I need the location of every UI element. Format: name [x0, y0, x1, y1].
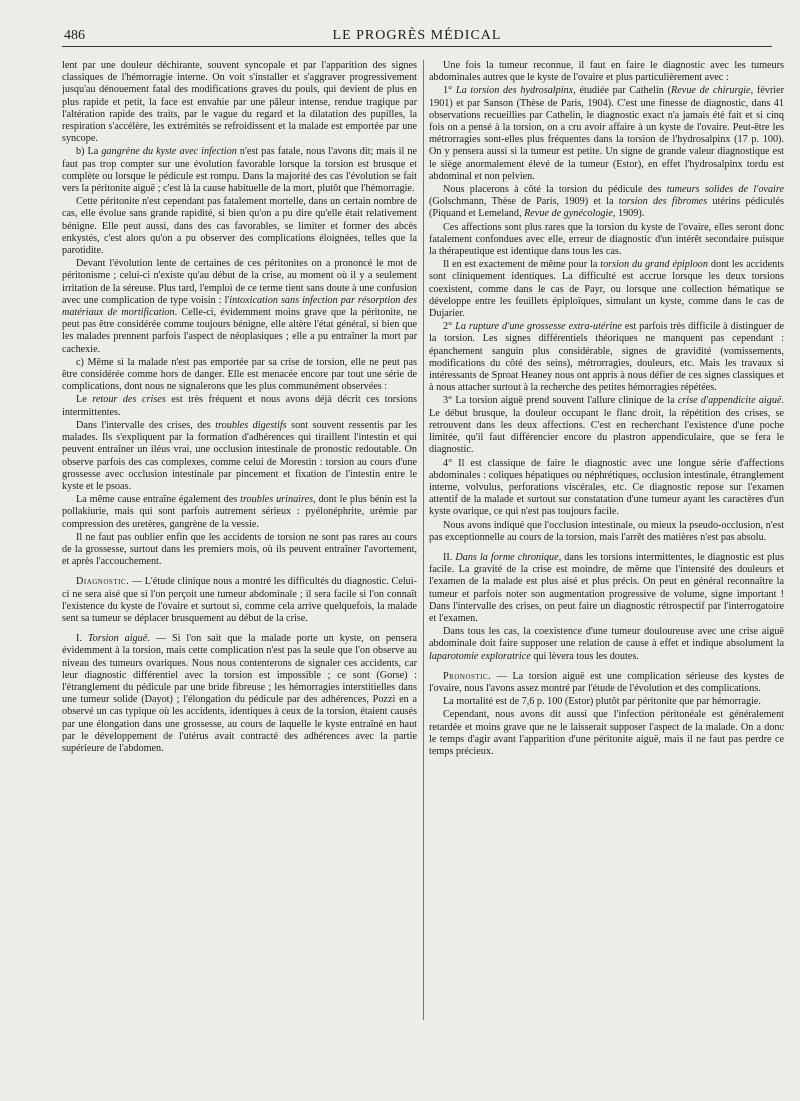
italic-term: Dans la forme chronique [455, 551, 559, 563]
page-number: 486 [64, 28, 85, 43]
paragraph: 4° Il est classique de faire le diagnostic avec une longue série d'affections abdominales : coliques hépatiques ou néphrétiques, occlusion intestinale, étranglement interne, volvulus, perforations viscérales, etc. Ce diagnostic repose sur l'examen attentif de la malade et surtout sur constatation d'une tumeur ayant les caractères d'un kyste ovarique, ce qui n'est pas toujours facile. [429, 457, 784, 518]
paragraph: lent par une douleur déchirante, souvent syncopale et par l'apparition des signes classiques de l'hémorragie interne. On voit s'installer et s'aggraver progressivement jusqu'au dénouement fatal des modifications graves du pouls, qui devient de plus en plus rapide et petit, la face est envahie par une pâleur intense, rendue tragique par l'altération rapide des traits, par le vague du regard et la dilatation des pupilles, la respiration s'accélère, les extrémités se refroidissent et la malade est emportée par une syncope. [62, 60, 417, 145]
section-diagnostic: Diagnostic. — L'étude clinique nous a montré les difficultés du diagnostic. Celui-ci ne sera aisé que si l'on perçoit une tumeur abdominale ; il sera facile si l'on connaît l'existence du kyste de l'ovaire et surtout si, comme cela arrive quelquefois, la malade sent sa tumeur se déplacer brusquement au début de la crise. [62, 576, 417, 624]
paragraph: 1° La torsion des hydrosalpinx, étudiée par Cathelin (Revue de chirurgie, février 1901) et par Sanson (Thèse de Paris, 1904). C'est une finesse de diagnostic, dans 41 observations recueillies par Cathelin, le diagnostic exact n'a jamais été fait et si cinq fois on a pensé à la torsion, on a cru avoir affaire à un kyste de l'ovaire. Peut-être les métrorragies sont-elles plus fréquentes dans la torsion de l'hydrosalpinx (17 p. 100). On y pensera aussi si la tumeur est petite. Un signe de grande valeur diagnostique est le siège anormalement élevé de la tumeur (Estor), en effet l'hydrosalpinx tordu est abdominal et non pelvien. [429, 85, 784, 182]
journal-citation: Revue de chirurgie [671, 85, 751, 97]
text-columns [62, 60, 784, 1080]
italic-term: gangrène du kyste avec infection [101, 146, 237, 158]
paragraph: Devant l'évolution lente de certaines de ces péritonites on a prononcé le mot de péritonisme ; celui-ci n'existe qu'au début de la crise, au moment où il y a seulement irritation de la séreuse. Plus tard, l'emploi de ce terme tient sans doute à une confusion avec une complication de type voisin : l'intoxication sans infection par résorption des matériaux de mortification. Celle-ci, évidemment moins grave que la péritonite, ne peut pas être considérée comme toujours bénigne, elle altère l'état général, si bien que les malades prennent parfois l'aspect de néoplasiques ; elle a pu entraîner la mort par cachexie. [62, 258, 417, 355]
paragraph: Nous avons indiqué que l'occlusion intestinale, ou mieux la pseudo-occlusion, n'est pas exceptionnelle au cours de la torsion, mais l'arrêt des matières n'est pas absolu. [429, 519, 784, 543]
paragraph: II. Dans la forme chronique, dans les torsions intermittentes, le diagnostic est plus facile. La gravité de la crise est moindre, de même que l'intensité des douleurs et l'examen de la malade est plus aisé et plus précis. On peut en général reconnaître la tumeur et parfois noter son augmentation progressive de volume, signe important ! Dans l'intervalle des crises, on peut faire un diagnostic rétrospectif par l'interrogatoire et l'examen. [429, 551, 784, 624]
paragraph: Dans l'intervalle des crises, des troubles digestifs sont souvent ressentis par les malades. Ils s'expliquent par la formation d'adhérences qui tiraillent l'intestin et qui peuvent entraîner un iléus vrai, une occlusion intestinale de pronostic redoutable. On observe parfois des cas complexes, comme celui de Morestin : torsion au cours d'une grossesse avec occlusion intestinale par pincement et fixation de l'intestin entre le kyste et le psoas. [62, 419, 417, 492]
italic-term: Torsion aiguë [87, 633, 148, 645]
paragraph: Nous placerons à côté la torsion du pédicule des tumeurs solides de l'ovaire (Golschmann, Thèse de Paris, 1909) et la torsion des fibromes utérins pédiculés (Piquand et Lemeland, Revue de gynécologie, 1909). [429, 184, 784, 220]
paragraph: Le retour des crises est très fréquent et nous avons déjà décrit ces torsions intermittentes. [62, 394, 417, 418]
left-column [62, 60, 417, 1070]
italic-term: intoxication sans infection par résorption des matériaux de mortification [62, 294, 417, 319]
paragraph: Il ne faut pas oublier enfin que les accidents de torsion ne sont pas rares au cours de la grossesse, surtout dans les premiers mois, où ils peuvent entraîner l'avortement, et après l'accouchement. [62, 531, 417, 568]
paragraph: Cependant, nous avons dit aussi que l'infection péritonéale est généralement retardée et moins grave que ne le laisserait supposer l'aspect de la malade. On a donc le temps d'agir avant l'apparition d'une péritonite aiguë, mais il ne faut pas perdre ce temps précieux. [429, 709, 784, 757]
italic-term: troubles digestifs [215, 419, 287, 431]
italic-term: crise d'appendicite aiguë [677, 395, 782, 407]
italic-term: troubles urinaires [240, 494, 314, 506]
paragraph: 3° La torsion aiguë prend souvent l'allure clinique de la crise d'appendicite aiguë. Le début brusque, la douleur occupant le flanc droit, la répétition des crises, se retrouvent dans les deux affections. C'est en recherchant l'existence d'une poche limitée, qu'il faut différencier encore du plastron appendiculaire, que se fera le diagnostic. [429, 395, 784, 456]
paragraph: b) La gangrène du kyste avec infection n'est pas fatale, nous l'avons dit; mais il ne faut pas trop compter sur une évolution favorable lorsque la torsion est brusque et complète ou lorsque le pédicule est rompu. Dans la majorité des cas l'évolution se fait vers la péritonite aiguë ; c'est là la cause habituelle de la mort, plutôt que l'hémorragie. [62, 146, 417, 195]
column-divider [423, 60, 424, 1020]
section-heading: Pronostic. [443, 670, 492, 682]
italic-term: La rupture d'une grossesse extra-utérine [455, 321, 622, 333]
paragraph: Cette péritonite n'est cependant pas fatalement mortelle, dans un certain nombre de cas, elle évolue sans grande rapidité, si bien qu'on a pu dire qu'elle était relativement bénigne. Elle peut aussi, dans des cas favorables, se limiter et former des abcès enkystés, c'est alors qu'on a pu observer des complications éloignées, telles que la parotidite. [62, 196, 417, 257]
paragraph: La même cause entraîne également des troubles urinaires, dont le plus bénin est la pollakiurie, mais qui sont parfois autrement sérieux : pyélonéphrite, urémie par compression des uretères, gangrène de la vessie. [62, 494, 417, 530]
paragraph: I. Torsion aiguë. — Si l'on sait que la malade porte un kyste, on pensera évidemment à la torsion, mais cette complication n'est pas la seule que l'on observe au niveau des tumeurs ovariques. Nous nous contenterons de signaler ces accidents, car leur diagnostic différentiel avec la torsion est impossible ; ce sont (Gorse) : l'étranglement du pédicule par une bride fibreuse ; les hémorragies interstitielles dans une tumeur solide (Dayot) ; l'élongation du pédicule par des adhérences, Pozzi en a observé un cas typique où les accidents, identiques à ceux de la torsion, étaient causés par une élongation dans une grossesse, au cours de laquelle le kyste entraîné en haut par le développement de l'utérus avait contracté des adhérences avec la partie supérieure de l'abdomen. [62, 633, 417, 754]
paragraph: c) Même si la malade n'est pas emportée par sa crise de torsion, elle ne peut pas être considérée comme hors de danger. Elle est menacée encore par tout une série de complications, dont nous ne signalerons que les plus communément observées : [62, 356, 417, 393]
journal-title: LE PROGRÈS MÉDICAL [332, 28, 502, 43]
right-column [429, 60, 784, 1070]
running-header [62, 24, 772, 47]
italic-term: laparotomie exploratrice [429, 650, 531, 662]
italic-term: torsion des fibromes [618, 196, 708, 208]
paragraph: Ces affections sont plus rares que la torsion du kyste de l'ovaire, elles seront donc fatalement confondues avec elle, erreur de diagnostic d'un intérêt secondaire puisque la thérapeutique est identique dans tous les cas. [429, 221, 784, 258]
section-heading: Diagnostic. [76, 576, 130, 588]
paragraph: 2° La rupture d'une grossesse extra-utérine est parfois très difficile à distinguer de la torsion. Les signes différentiels théoriques ne manquent pas cependant : épanchement sanguin plus considérable, signes de gravidité (vomissements, modifications du côté des seins), métrorragies, douleurs, etc. Mais les travaux si intéressants de Sproat Heaney nous ont appris à nous défier de ces signes classiques et à nous attacher surtout à la recherche des petites hémorragies répétées. [429, 321, 784, 394]
paragraph: Il en est exactement de même pour la torsion du grand épiploon dont les accidents sont cliniquement identiques. La difficulté est accrue lorsque les deux torsions coexistent, comme dans le cas de Payr, ou lorsque une collection hématique se développe entre les feuillets épiploïques, simulant un kyste, comme dans le cas de Dujarier. [429, 259, 784, 320]
section-pronostic: Pronostic. — La torsion aiguë est une complication sérieuse des kystes de l'ovaire, nous l'avons assez montré par l'étude de l'évolution et des complications. [429, 670, 784, 694]
paragraph: Une fois la tumeur reconnue, il faut en faire le diagnostic avec les tumeurs abdominales autres que le kyste de l'ovaire et plus particulièrement avec : [429, 60, 784, 84]
italic-term: retour des crises [92, 394, 166, 406]
italic-term: torsion du grand épiploon [600, 259, 708, 271]
italic-term: tumeurs solides de l'ovaire [666, 184, 784, 196]
journal-citation: Revue de gynécologie [524, 208, 613, 220]
italic-term: La torsion des hydrosalpinx [455, 85, 574, 97]
paragraph: Dans tous les cas, la coexistence d'une tumeur douloureuse avec une crise aiguë abdominale doit faire supposer une relation de cause à effet et indique absolument la laparotomie exploratrice qui lèvera tous les doutes. [429, 626, 784, 662]
paragraph: La mortalité est de 7,6 p. 100 (Estor) plutôt par péritonite que par hémorragie. [443, 696, 761, 708]
